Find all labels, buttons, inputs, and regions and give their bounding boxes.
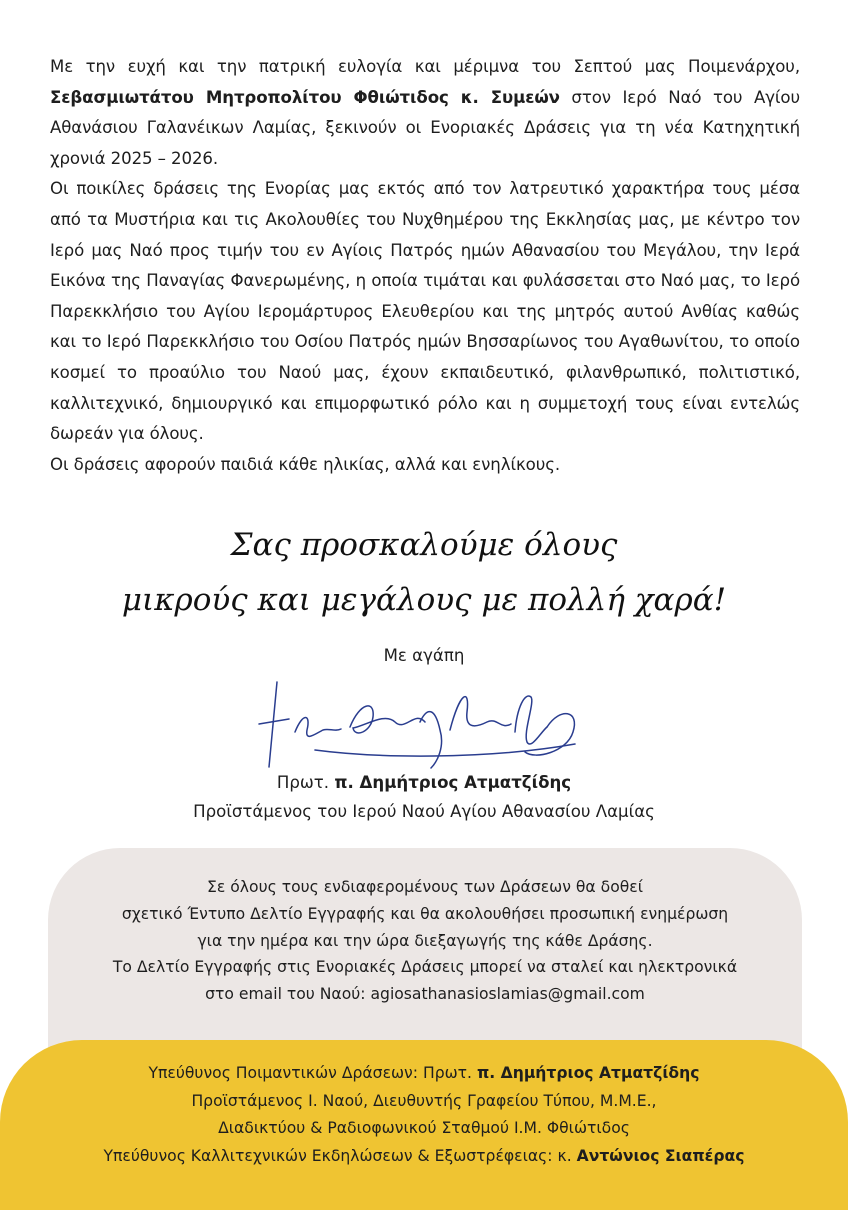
signer-role: Προϊστάμενος του Ιερού Ναού Αγίου Αθανασίου Λαμίας [193,802,655,821]
closing-greeting: Με αγάπη [383,646,465,665]
intro-text [50,52,800,480]
intro-p1-end: στον Ιερό Ναό του Αγίου Αθανάσιου Γαλανέικων Λαμίας, ξεκινούν οι Ενοριακές Δράσεις για τη νέα Κατηχητική χρονιά 2025 – 2026. [50,87,800,168]
footer-line-1 [0,1060,848,1088]
footer-line-4 [0,1143,848,1171]
intro-p1-start: Με την ευχή και την πατρική ευλογία και μέριμνα του Σεπτού μας Ποιμενάρχου, [50,57,800,76]
info-line-2: σχετικό Έντυπο Δελτίο Εγγραφής και θα ακολουθήσει προσωπική ενημέρωση [121,904,729,923]
intro-paragraph-2: Οι ποικίλες δράσεις της Ενορίας μας εκτός από τον λατρευτικό χαρακτήρα τους μέσα από τα Μυστήρια και τις Ακολουθίες του Νυχθημέρου της Εκκλησίας μας, με κέντρο τον Ιερό μας Ναό προς τιμήν του εν Αγίοις Πατρός ημών Αθανασίου του Μεγάλου, την Ιερά Εικόνα της Παναγίας Φανερωμένης, η οποία τιμάται και φυλάσσεται στο Ναό μας, το Ιερό Παρεκκλήσιο του Αγίου Ιερομάρτυρος Ελευθερίου και της μητρός αυτού Ανθίας καθώς και το Ιερό Παρεκκλήσιο του Οσίου Πατρός ημών Βησσαρίωνος του Αγαθωνίτου, το οποίο κοσμεί το προαύλιο του Ναού μας, έχουν εκπαιδευτικό, φιλανθρωπικό, πολιτιστικό, καλλιτεχνικό, δημιουργικό και επιμορφωτικό ρόλο και η συμμετοχή τους είναι εντελώς δωρεάν για όλους. [50,179,800,444]
info-line-1: Σε όλους τους ενδιαφερομένους των Δράσεων θα δοθεί [207,878,643,896]
metropolitan-name: Σεβασμιωτάτου Μητροπολίτου Φθιώτιδος κ. Συμεών [50,87,560,107]
email-prefix: στο email του Ναού: [205,985,371,1004]
footer-text [0,1060,848,1170]
signer-name-bold: π. Δημήτριος Ατματζίδης [334,773,572,792]
footer-line-4-name: Αντώνιος Σιαπέρας [576,1146,745,1165]
footer-line-3: Διαδικτύου & Ραδιοφωνικού Σταθμού Ι.Μ. Φθιώτιδος [218,1119,630,1137]
signer-name [0,773,848,792]
footer-line-2: Προϊστάμενος Ι. Ναού, Διευθυντής Γραφείου Τύπου, Μ.Μ.Ε., [191,1091,657,1110]
intro-paragraph-1 [50,52,800,174]
info-box-text [48,874,802,1008]
info-line-5 [48,981,802,1008]
footer-line-1-prefix: Υπεύθυνος Ποιμαντικών Δράσεων: Πρωτ. [148,1064,477,1082]
info-line-4: Το Δελτίο Εγγραφής στις Ενοριακές Δράσεις μπορεί να σταλεί και ηλεκτρονικά [112,958,738,977]
invitation-line-2: μικρούς και μεγάλους με πολλή χαρά! [121,582,727,618]
intro-paragraph-3: Οι δράσεις αφορούν παιδιά κάθε ηλικίας, αλλά και ενηλίκους. [50,454,561,474]
email-address: agiosathanasioslamias@gmail.com [370,985,645,1004]
signer-prefix: Πρωτ. [276,773,335,792]
footer-line-1-name: π. Δημήτριος Ατματζίδης [476,1064,700,1082]
handwritten-signature [255,672,595,782]
footer-line-4-prefix: Υπεύθυνος Καλλιτεχνικών Εκδηλώσεων & Εξωστρέφειας: κ. [103,1146,577,1165]
info-line-3: για την ημέρα και την ώρα διεξαγωγής της κάθε Δράσης. [197,931,653,950]
invitation-line-1: Σας προσκαλούμε όλους [230,527,618,563]
